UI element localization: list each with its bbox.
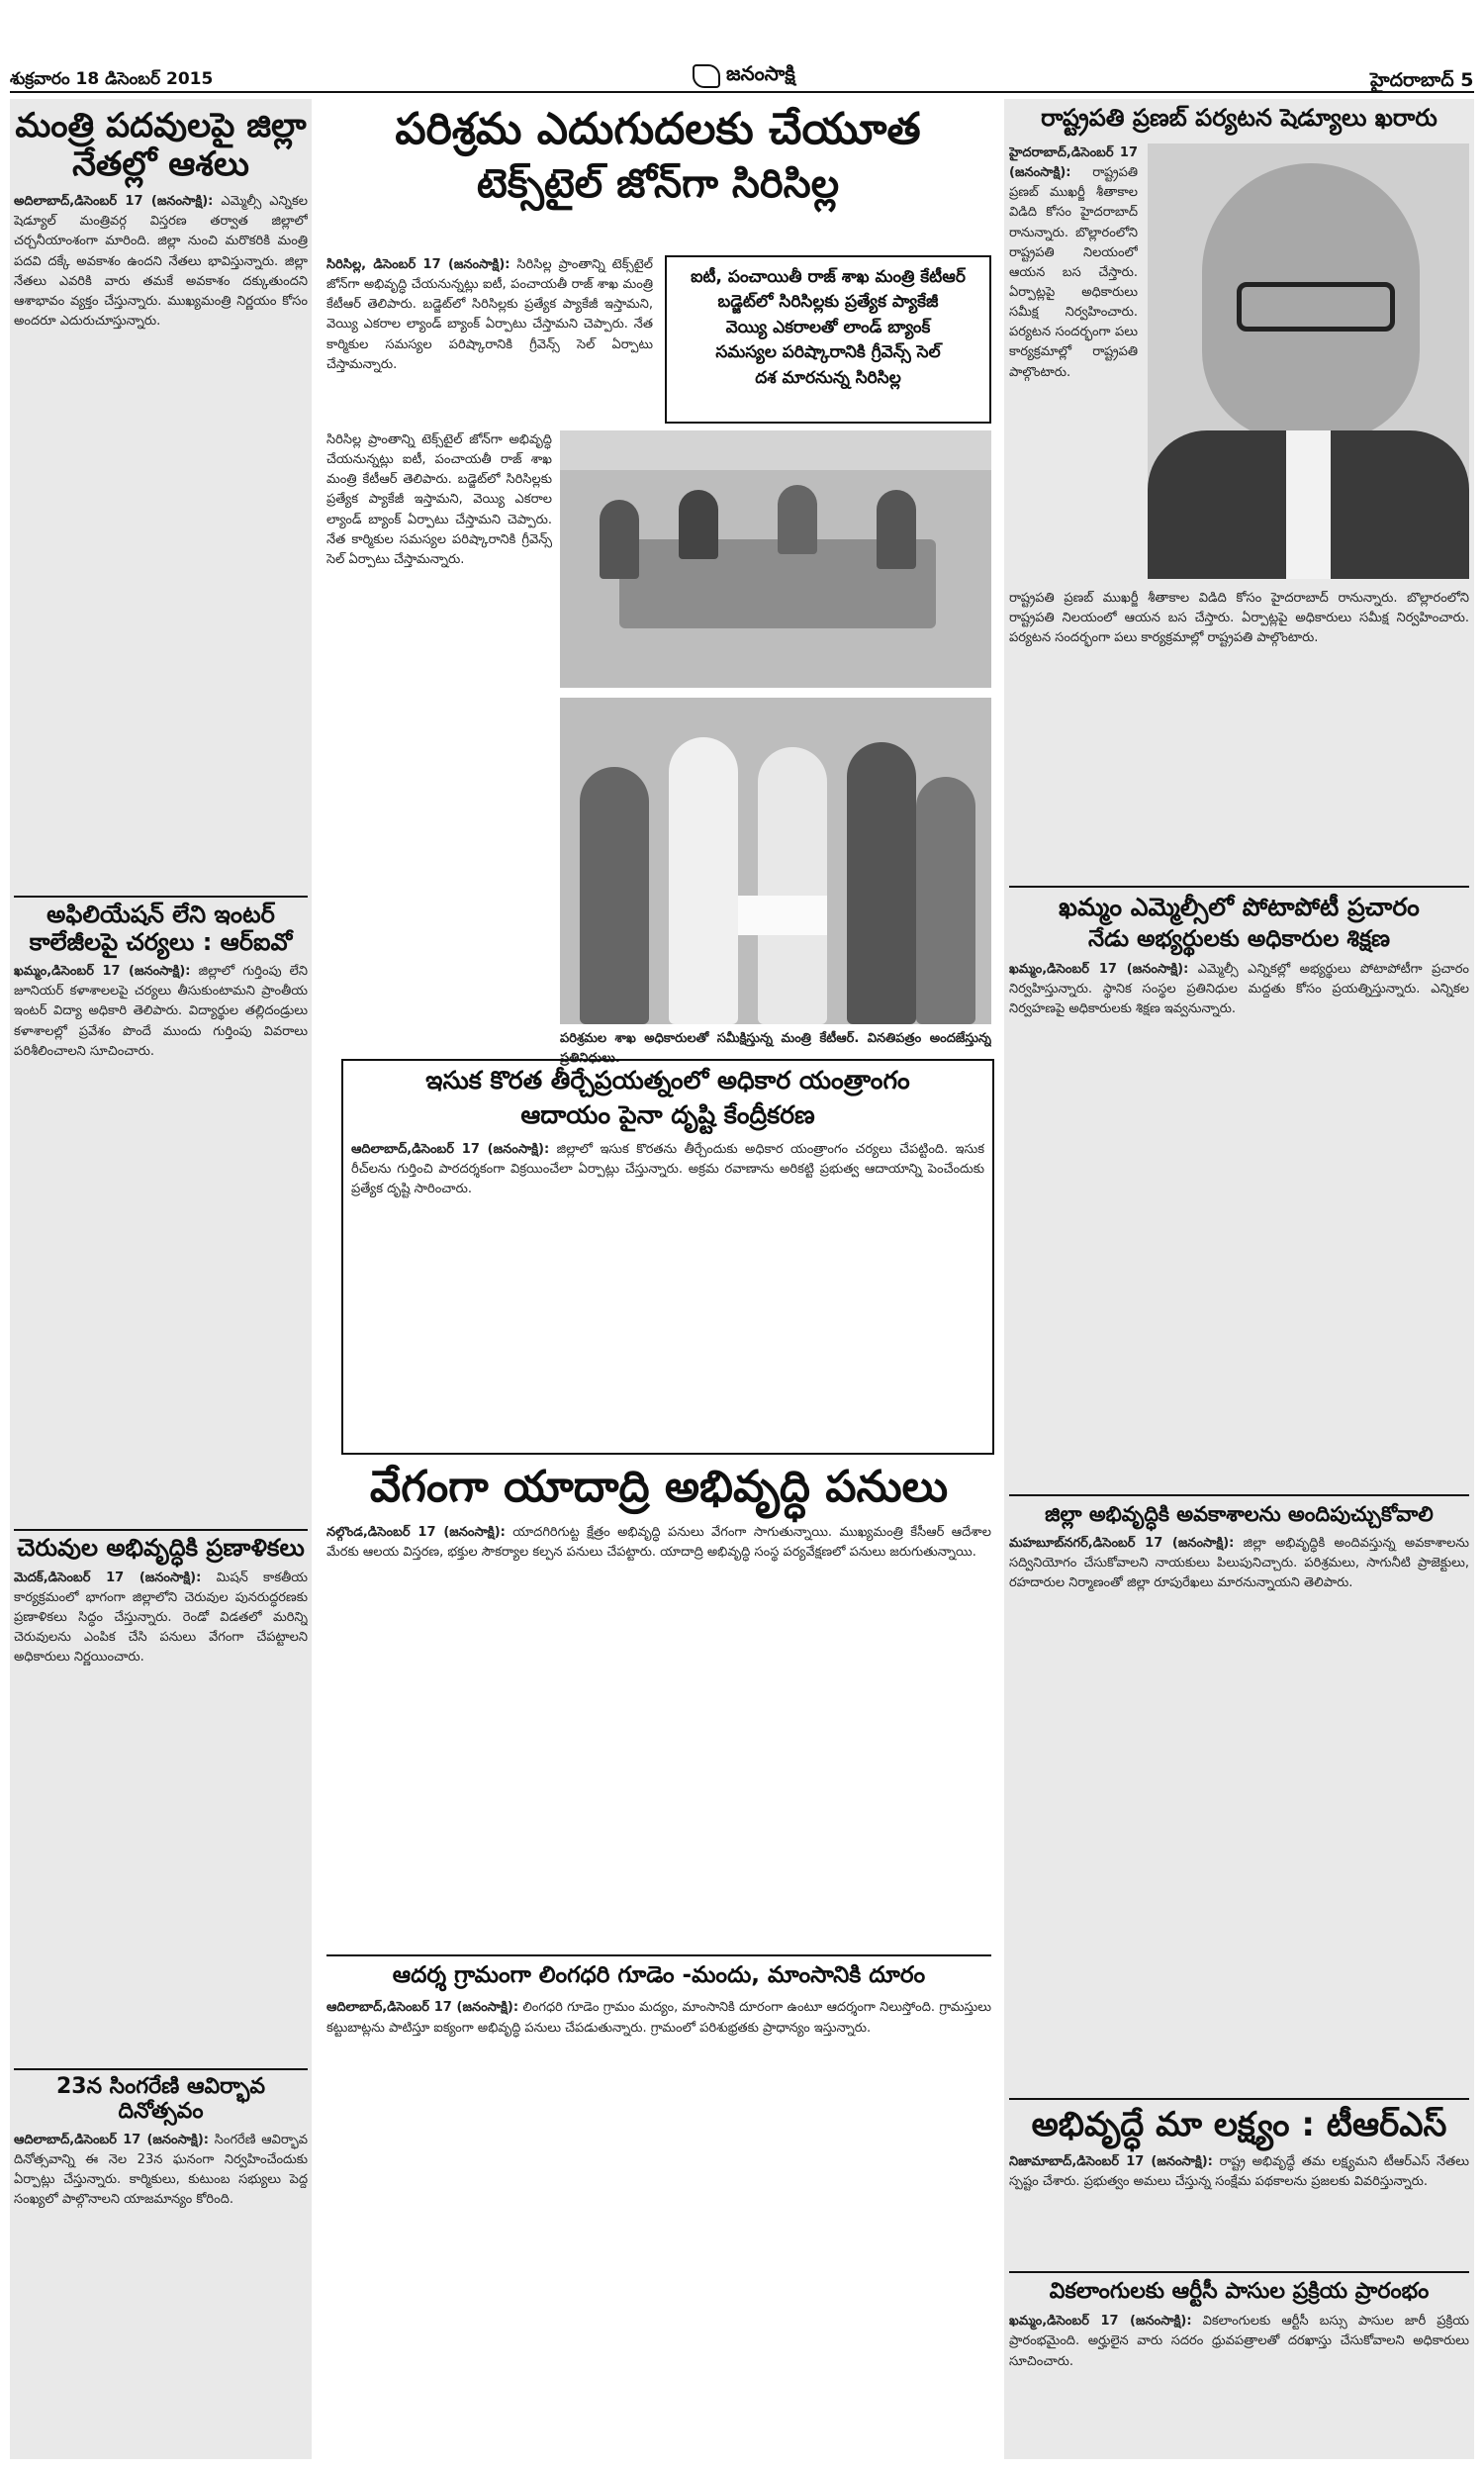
highlight-box [665, 255, 991, 424]
article-text: సిరిసిల్ల ప్రాంతాన్ని టెక్స్‌టైల్ జోన్‌గా అభివృద్ధి చేయనున్నట్లు ఐటీ, పంచాయతీ రాజ్ శాఖ మంత్రి కేటీఆర్ తెలిపారు. బడ్జెట్‌లో సిరిసిల్లకు ప్రత్యేక ప్యాకేజీ ఇస్తామని, వెయ్యి ఎకరాల ల్యాండ్ బ్యాంక్ ఏర్పాటు చేస్తామని చెప్పారు. నేత కార్మికుల సమస్యల పరిష్కారానికి గ్రీవెన్స్ సెల్ ఏర్పాటు చేస్తామన్నారు. [326, 432, 552, 567]
article-text: ఎమ్మెల్సీ ఎన్నికల్లో అభ్యర్థులు పోటాపోటీగా ప్రచారం నిర్వహిస్తున్నారు. స్థానిక సంస్థల ప్రతినిధుల మద్దతు కోసం ప్రయత్నిస్తున్నారు. ఎన్నికల నిర్వహణపై అధికారులకు శిక్షణ ఇవ్వనున్నారు. [1009, 962, 1469, 1017]
headline: వికలాంగులకు ఆర్టీసీ పాసుల ప్రక్రియ ప్రారంభం [1049, 2279, 1430, 2304]
dateline: ఖమ్మం,డిసెంబర్ 17 (జనంసాక్షి): [1009, 962, 1189, 978]
article-body [14, 2131, 308, 2457]
headline-sub: ఆదాయం పైనా దృష్టి కేంద్రీకరణ [520, 1099, 815, 1129]
article-rtc-passes [1009, 2271, 1469, 2450]
textile-article-body [326, 255, 653, 424]
headline: వేగంగా యాదాద్రి అభివృద్ధి పనులు [369, 1462, 949, 1512]
article-body [1009, 960, 1469, 1465]
dateline: నిజామాబాద్,డిసెంబర్ 17 (జనంసాక్షి): [1009, 2154, 1213, 2170]
headline: జిల్లా అభివృద్ధికి అవకాశాలను అందిపుచ్చుకోవాలి [1045, 1502, 1434, 1526]
article-body [326, 1523, 991, 1909]
dateline: మెదక్,డిసెంబర్ 17 (జనంసాక్షి): [14, 1570, 202, 1585]
article-body [1009, 2312, 1469, 2450]
president-article-continued [1009, 589, 1469, 876]
article-textile-zone [322, 99, 994, 207]
article-text: జిల్లాలో గుర్తింపు లేని జూనియర్ కళాశాలలపై చర్యలు తీసుకుంటామని ప్రాంతీయ ఇంటర్ విద్యా అధికారి తెలిపారు. విద్యార్థుల తల్లిదండ్రులు కళాశాలల్లో ప్రవేశం పొందే ముందు గుర్తింపు వివరాలు పరిశీలించాలని సూచించారు. [14, 964, 308, 1059]
article-khammam-mlc [1009, 886, 1469, 1465]
article-text: రాష్ట్రపతి ప్రణబ్ ముఖర్జీ శీతాకాల విడిది కోసం హైదరాబాద్ రానున్నారు. బొల్లారంలోని రాష్ట్రపతి నిలయంలో ఆయన బస చేస్తారు. ఏర్పాట్లపై అధికారులు సమీక్ష నిర్వహించారు. పర్యటన సందర్భంగా పలు కార్యక్రమాల్లో రాష్ట్రపతి పాల్గొంటారు. [1009, 591, 1469, 646]
article-text: రాష్ట్ర అభివృద్ధే తమ లక్ష్యమని టీఆర్ఎస్ నేతలు స్పష్టం చేశారు. ప్రభుత్వం అమలు చేస్తున్న సంక్షేమ పథకాలను ప్రజలకు వివరిస్తున్నారు. [1009, 2154, 1469, 2190]
dateline: మహబూబ్‌నగర్,డిసెంబర్ 17 (జనంసాక్షి): [1009, 1536, 1235, 1552]
headline: చెరువుల అభివృద్ధికి ప్రణాళికలు [17, 1534, 305, 1562]
newspaper-logo [693, 61, 795, 90]
article-text: మిషన్ కాకతీయ కార్యక్రమంలో భాగంగా జిల్లాలోని చెరువుల పునరుద్ధరణకు ప్రణాళికలు సిద్ధం చేస్తున్నారు. రెండో విడతలో మరిన్ని చెరువులను ఎంపిక చేసి పనులు వేగంగా చేపట్టాలని అధికారులు నిర్ణయించారు. [14, 1570, 308, 1665]
article-text: జిల్లాలో ఇసుక కొరతను తీర్చేందుకు అధికార యంత్రాంగం చర్యలు చేపట్టింది. ఇసుక రీచ్‌లను గుర్తించి పారదర్శకంగా విక్రయించేలా ఏర్పాట్లు చేస్తున్నారు. అక్రమ రవాణాను అరికట్టి ప్రభుత్వ ఆదాయాన్ని పెంచేందుకు ప్రత్యేక దృష్టి సారించారు. [351, 1141, 984, 1196]
highlight-line: సమస్యల పరిష్కారానికి గ్రీవెన్స్ సెల్ [715, 342, 941, 363]
article-body [14, 962, 308, 1496]
dateline: నల్గొండ,డిసెంబర్ 17 (జనంసాక్షి): [326, 1524, 506, 1540]
dateline: సిరిసిల్ల, డిసెంబర్ 17 (జనంసాక్షి): [326, 257, 510, 272]
city-page-number: హైదరాబాద్ 5 [1370, 69, 1474, 91]
photo-caption: పరిశ్రమల శాఖ అధికారులతో సమీక్షిస్తున్న మంత్రి కేటీఆర్. వినతిపత్రం అందజేస్తున్న ప్రతినిధులు. [560, 1031, 991, 1067]
president-photo [1148, 143, 1469, 579]
article-body [326, 1998, 991, 2443]
highlight-line: ఐటీ, పంచాయితీ రాజ్ శాఖ మంత్రి కేటీఆర్ [691, 267, 966, 287]
headline-main: పరిశ్రమ ఎదుగుదలకు చేయూత [395, 104, 921, 154]
memorandum-photo [560, 698, 991, 1024]
headline: మంత్రి పదవులపై జిల్లా నేతల్లో ఆశలు [15, 106, 307, 185]
article-text: యాదగిరిగుట్ట క్షేత్రం అభివృద్ధి పనులు వేగంగా సాగుతున్నాయి. ముఖ్యమంత్రి కేసీఆర్ ఆదేశాల మేరకు ఆలయ విస్తరణ, భక్తుల సౌకర్యాల కల్పన పనులు చేపట్టారు. యాదాద్రి అభివృద్ధి సంస్థ పర్యవేక్షణలో పనులు జరుగుతున్నాయి. [326, 1524, 991, 1560]
highlight-line: వెయ్యి ఎకరాలతో లాండ్ బ్యాంక్ [725, 317, 931, 337]
headline: అఫిలియేషన్ లేని ఇంటర్ కాలేజీలపై చర్యలు : ఆర్ఐవో [29, 901, 293, 956]
highlight-line: బడ్జెట్‌లో సిరిసిల్లకు ప్రత్యేక ప్యాకేజీ [717, 292, 939, 313]
article-text: వికలాంగులకు ఆర్టీసీ బస్సు పాసుల జారీ ప్రక్రియ ప్రారంభమైంది. అర్హులైన వారు సదరం ధ్రువపత్రాలతో దరఖాస్తు చేసుకోవాలని అధికారులు సూచించారు. [1009, 2314, 1469, 2369]
article-inter-colleges [14, 896, 308, 1496]
headline: రాష్ట్రపతి ప్రణబ్ పర్యటన షెడ్యూలు ఖరారు [1041, 104, 1438, 132]
article-body [14, 192, 308, 850]
headline-sub: నేడు అభ్యర్థులకు అధికారుల శిక్షణ [1087, 925, 1391, 952]
article-text: రాష్ట్రపతి ప్రణబ్ ముఖర్జీ శీతాకాల విడిది కోసం హైదరాబాద్ రానున్నారు. బొల్లారంలోని రాష్ట్రపతి నిలయంలో ఆయన బస చేస్తారు. ఏర్పాట్లపై అధికారులు సమీక్ష నిర్వహించారు. పర్యటన సందర్భంగా పలు కార్యక్రమాల్లో రాష్ట్రపతి పాల్గొంటారు. [1009, 165, 1138, 380]
dateline: ఆదిలాబాద్,డిసెంబర్ 17 (జనంసాక్షి): [351, 1141, 550, 1157]
president-article-body [1009, 143, 1138, 579]
article-yadadri [326, 1463, 991, 1909]
headline: ఆదర్శ గ్రామంగా లింగధరి గూడెం -మందు, మాంసానికి దూరం [392, 1962, 926, 1988]
dateline: ఖమ్మం,డిసెంబర్ 17 (జనంసాక్షి): [1009, 2314, 1192, 2330]
meeting-photo [560, 430, 991, 688]
headline-main: ఇసుక కొరత తీర్చేప్రయత్నంలో అధికార యంత్రాంగం [425, 1066, 910, 1094]
article-body [14, 1569, 308, 2053]
masthead-rule [10, 91, 1474, 93]
article-minister-posts [14, 99, 308, 850]
highlight-line: దశ మారనున్న సిరిసిల్ల [755, 367, 901, 388]
headline: అభివృద్ధే మా లక్ష్యం : టీఆర్ఎస్ [1031, 2105, 1447, 2144]
issue-date: శుక్రవారం 18 డిసెంబర్ 2015 [10, 69, 214, 89]
logo-text: జనంసాక్షి [726, 61, 795, 85]
article-model-village [326, 1954, 991, 2443]
article-body [1009, 2152, 1469, 2261]
article-text: సిరిసిల్ల ప్రాంతాన్ని టెక్స్‌టైల్ జోన్‌గా అభివృద్ధి చేయనున్నట్లు ఐటీ, పంచాయతీ రాజ్ శాఖ మంత్రి కేటీఆర్ తెలిపారు. బడ్జెట్‌లో సిరిసిల్లకు ప్రత్యేక ప్యాకేజీ ఇస్తామని, వెయ్యి ఎకరాల ల్యాండ్ బ్యాంక్ ఏర్పాటు చేస్తామని చెప్పారు. నేత కార్మికుల సమస్యల పరిష్కారానికి గ్రీవెన్స్ సెల్ ఏర్పాటు చేస్తామన్నారు. [326, 257, 653, 372]
article-body [1009, 1534, 1469, 2098]
article-trs-goal [1009, 2098, 1469, 2261]
article-district-development [1009, 1494, 1469, 2098]
article-body [351, 1140, 984, 1427]
dateline: హైదరాబాద్,డిసెంబర్ 17 (జనంసాక్షి): [1009, 145, 1138, 181]
article-sand-shortage [341, 1059, 994, 1455]
dateline: ఆదిలాబాద్,డిసెంబర్ 17 (జనంసాక్షి): [14, 2132, 209, 2147]
article-text: ఎమ్మెల్సీ ఎన్నికల షెడ్యూల్ మంత్రివర్గ విస్తరణ తర్వాత జిల్లాలో చర్చనీయాంశంగా మారింది. జిల్లా నుంచి మరొకరికి మంత్రి పదవి దక్కే అవకాశం ఉందని నేతలు భావిస్తున్నారు. జిల్లా నేతలు ఎవరికి వారు తమకే అవకాశం దక్కుతుందని ఆశాభావం వ్యక్తం చేస్తున్నారు. ముఖ్యమంత్రి నిర్ణయం కోసం అందరూ ఎదురుచూస్తున్నారు. [14, 194, 308, 330]
article-ponds [14, 1529, 308, 2053]
article-text: జిల్లా అభివృద్ధికి అందివస్తున్న అవకాశాలను సద్వినియోగం చేసుకోవాలని నాయకులు పిలుపునిచ్చారు. పరిశ్రమలు, సాగునీటి ప్రాజెక్టులు, రహదారుల నిర్మాణంతో జిల్లా రూపురేఖలు మారనున్నాయని తెలిపారు. [1009, 1536, 1469, 1591]
headline-main: ఖమ్మం ఎమ్మెల్సీలో పోటాపోటీ ప్రచారం [1059, 893, 1420, 921]
article-singareni [14, 2068, 308, 2457]
headline: 23న సింగరేణి ఆవిర్భావ దినోత్సవం [55, 2074, 266, 2125]
article-text: లింగధరి గూడెం గ్రామం మద్యం, మాంసానికి దూరంగా ఉంటూ ఆదర్శంగా నిలుస్తోంది. గ్రామస్తులు కట్టుబాట్లను పాటిస్తూ ఐక్యంగా అభివృద్ధి పనులు చేపడుతున్నారు. గ్రామంలో పరిశుభ్రతకు ప్రాధాన్యం ఇస్తున్నారు. [326, 2000, 991, 2036]
article-president-visit [1009, 99, 1469, 133]
dateline: ఖమ్మం,డిసెంబర్ 17 (జనంసాక్షి): [14, 964, 191, 980]
headline-sub: టెక్స్‌టైల్ జోన్‌గా సిరిసిల్ల [476, 160, 840, 207]
masthead [0, 0, 1484, 89]
dateline: ఆదిలాబాద్,డిసెంబర్ 17 (జనంసాక్షి): [326, 2000, 519, 2016]
dateline: అదిలాబాద్,డిసెంబర్ 17 (జనంసాక్షి): [14, 194, 214, 210]
article-text: సింగరేణి ఆవిర్భావ దినోత్సవాన్ని ఈ నెల 23న ఘనంగా నిర్వహించేందుకు ఏర్పాట్లు చేస్తున్నారు. కార్మికులు, కుటుంబ సభ్యులు పెద్ద సంఖ్యలో పాల్గొనాలని యాజమాన్యం కోరింది. [14, 2132, 308, 2208]
logo-icon [693, 64, 720, 88]
